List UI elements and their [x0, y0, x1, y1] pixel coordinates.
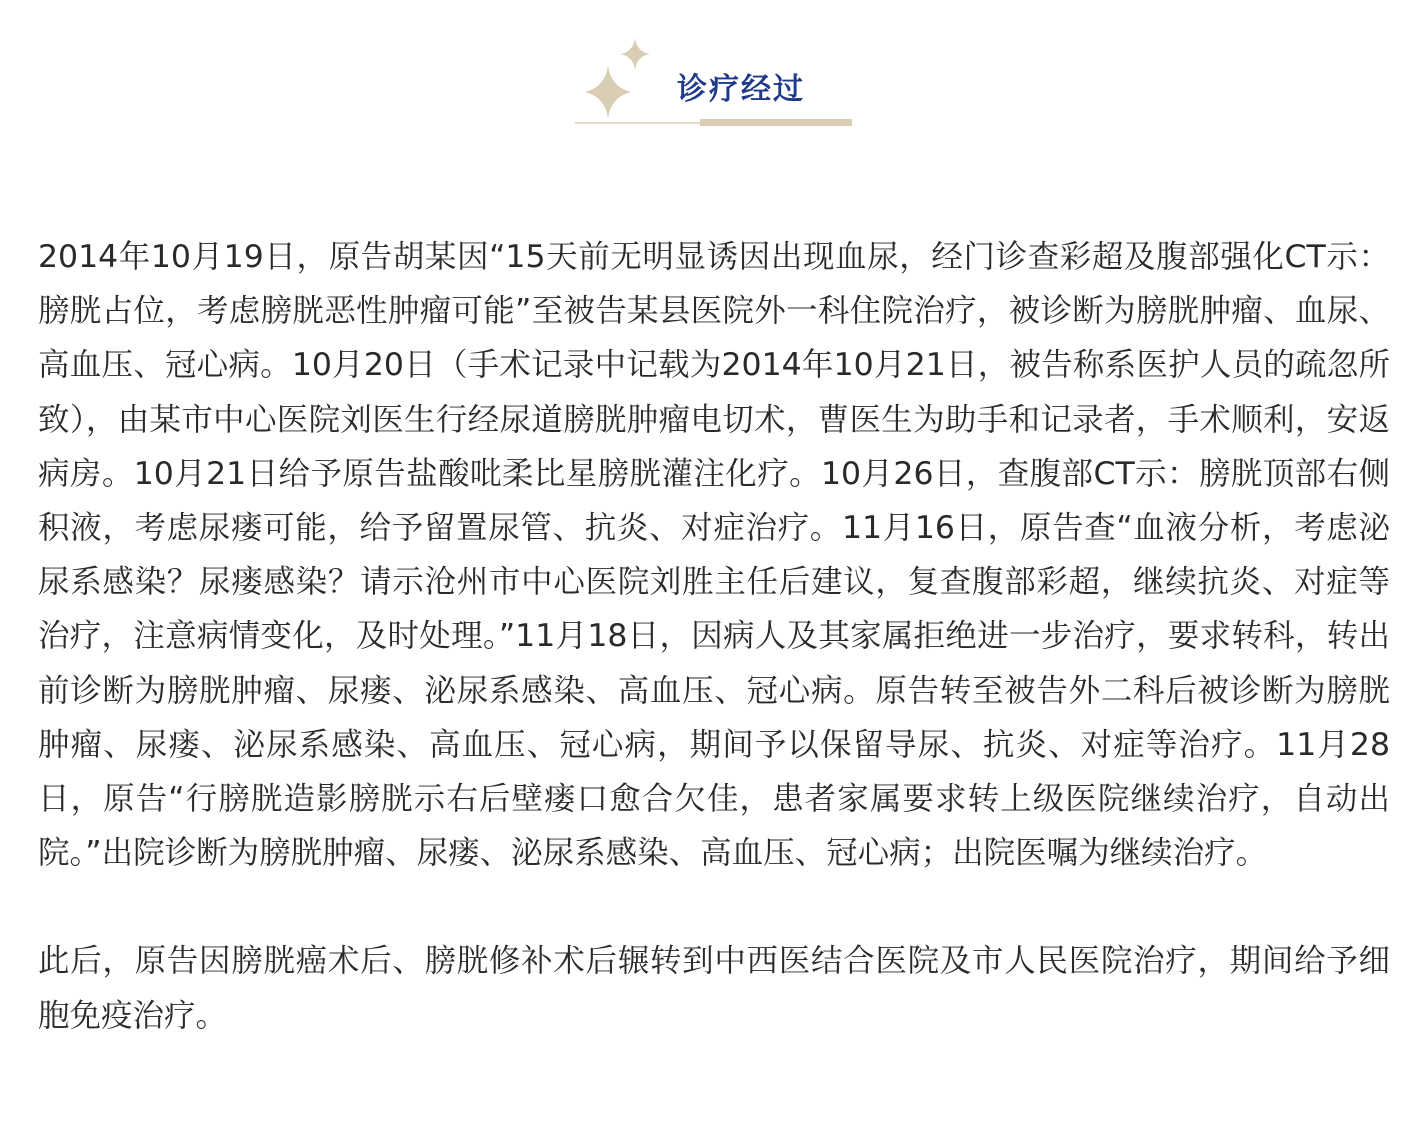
section-title: 诊疗经过	[677, 72, 805, 107]
sparkle-stars-icon	[575, 36, 665, 128]
paragraph-subsequent-treatment: 此后，原告因膀胱癌术后、膀胱修补术后辗转到中西医结合医院及市人民医院治疗，期间给予细胞免疫治疗。	[38, 943, 1390, 1034]
paragraph-treatment-history: 2014年10月19日，原告胡某因“15天前无明显诱因出现血尿，经门诊查彩超及腹部强化CT示：膀胱占位，考虑膀胱恶性肿瘤可能”至被告某县医院外一科住院治疗，被诊断为膀胱肿瘤、血尿、高血压、冠心病。10月20日（手术记录中记载为2014年10月21日，被告称系医护人员的疏忽所致），由某市中心医院刘医生行经尿道膀胱肿瘤电切术，曹医生为助手和记录者，手术顺利，安返病房。10月21日给予原告盐酸吡柔比星膀胱灌注化疗。10月26日，查腹部CT示：膀胱顶部右侧积液，考虑尿瘘可能，给予留置尿管、抗炎、对症治疗。11月16日，原告查“血液分析，考虑泌尿系感染？尿瘘感染？请示沧州市中心医院刘胜主任后建议，复查腹部彩超，继续抗炎、对症等治疗，注意病情变化，及时处理。”11月18日，因病人及其家属拒绝进一步治疗，要求转科，转出前诊断为膀胱肿瘤、尿瘘、泌尿系感染、高血压、冠心病。原告转至被告外二科后被诊断为膀胱肿瘤、尿瘘、泌尿系感染、高血压、冠心病，期间予以保留导尿、抗炎、对症等治疗。11月28日，原告“行膀胱造影膀胱示右后壁瘘口愈合欠佳，患者家属要求转上级医院继续治疗，自动出院。”出院诊断为膀胱肿瘤、尿瘘、泌尿系感染、高血压、冠心病；出院医嘱为继续治疗。	[38, 239, 1390, 872]
title-underline-accent	[700, 119, 852, 126]
section-header	[575, 36, 855, 132]
article-body	[38, 230, 1390, 1043]
